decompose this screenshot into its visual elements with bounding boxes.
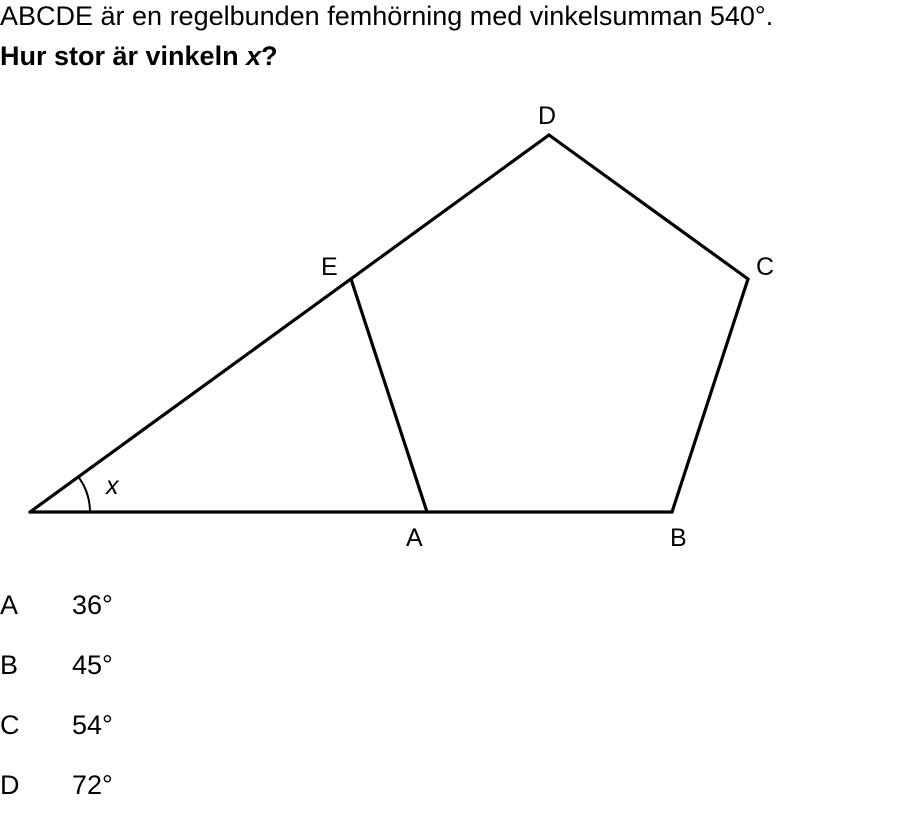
option-letter: C [0,710,20,740]
question-statement: ABCDE är en regelbunden femhörning med vinkelsumman 540°. [0,1,774,31]
vertex-label-e: E [321,253,338,281]
angle-x-label: x [106,472,119,500]
vertex-label-b: B [670,524,687,552]
slanted-segment [30,135,549,512]
prompt-variable: x [246,41,262,71]
vertex-label-a: A [406,524,423,552]
vertex-label-d: D [538,102,557,130]
option-letter: D [0,770,20,800]
prompt-question-mark: ? [261,41,278,71]
pentagon-side-bc [672,279,748,512]
angle-arc [79,477,91,512]
vertex-label-c: C [756,253,775,281]
pentagon-side-cd [549,135,748,279]
option-value: 54° [72,710,113,740]
prompt-text: Hur stor är vinkeln [0,41,247,71]
option-letter: B [0,650,19,680]
option-letter: A [0,590,19,620]
option-value: 36° [72,590,113,620]
option-value: 72° [72,770,113,800]
pentagon-side-ea [351,279,427,512]
option-value: 45° [72,650,113,680]
